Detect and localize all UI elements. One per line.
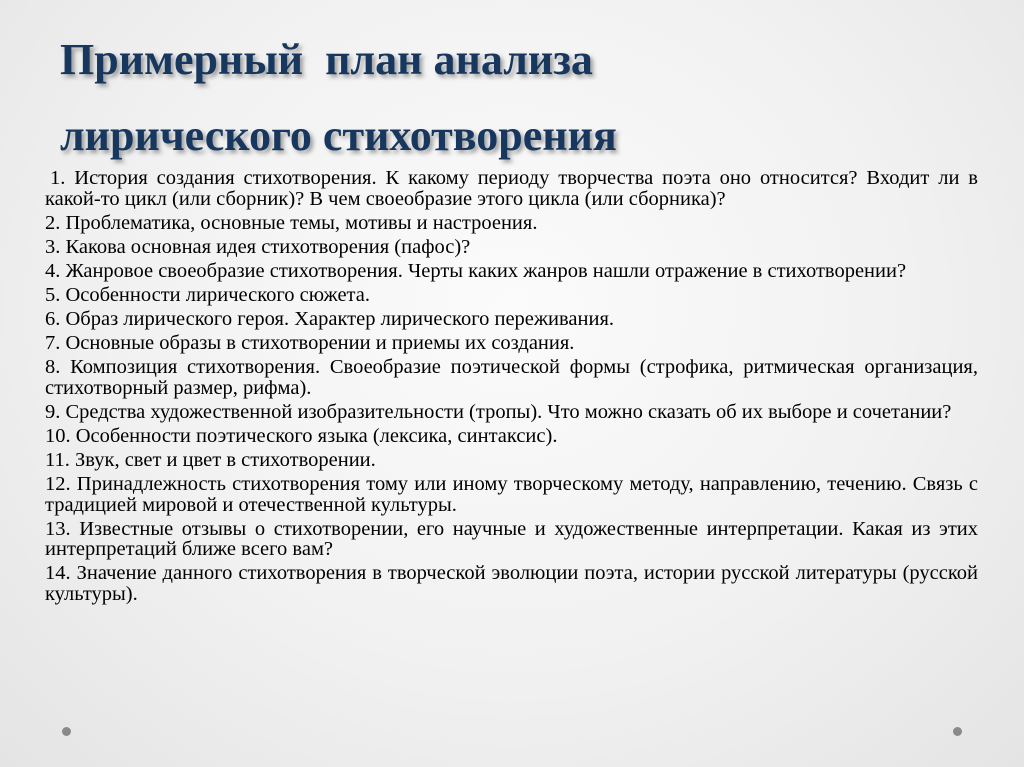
- list-item: 1. История создания стихотворения. К какому периоду творчества поэта оно относится? Входит ли в какой-то цикл (или сборник)? В чем своеобразие этого цикла (или сборника)?: [45, 167, 978, 210]
- list-item: 14. Значение данного стихотворения в творческой эволюции поэта, истории русской литературы (русской культуры).: [45, 562, 978, 605]
- list-item: 4. Жанровое своеобразие стихотворения. Черты каких жанров нашли отражение в стихотворении?: [45, 259, 907, 282]
- left-dot-decoration: [62, 727, 71, 736]
- list-item: 7. Основные образы в стихотворении и приемы их создания.: [45, 332, 575, 355]
- right-dot-decoration: [953, 727, 962, 736]
- list-item: 8. Композиция стихотворения. Своеобразие поэтической формы (строфика, ритмическая организация, стихотворный размер, рифма).: [45, 356, 978, 399]
- title-line-2: лирического стихотворения: [60, 111, 617, 160]
- list-item: 12. Принадлежность стихотворения тому или иному творческому методу, направлению, течению. Связь с традицией мировой и отечественной культуры.: [45, 473, 978, 516]
- list-item: 6. Образ лирического героя. Характер лирического переживания.: [45, 307, 615, 330]
- list-item: 9. Средства художественной изобразительности (тропы). Что можно сказать об их выборе и сочетании?: [45, 400, 952, 423]
- analysis-plan-list: [45, 168, 978, 608]
- slide-title: [60, 22, 960, 174]
- list-item: 13. Известные отзывы о стихотворении, его научные и художественные интерпретации. Какая из этих интерпретаций ближе всего вам?: [45, 517, 978, 561]
- list-item: 5. Особенности лирического сюжета.: [45, 283, 370, 306]
- list-item: 3. Какова основная идея стихотворения (пафос)?: [45, 235, 471, 258]
- list-item: 11. Звук, свет и цвет в стихотворении.: [45, 448, 376, 471]
- list-item: 2. Проблематика, основные темы, мотивы и настроения.: [45, 211, 538, 234]
- title-line-1: Примерный план анализа: [60, 35, 593, 84]
- list-item: 10. Особенности поэтического языка (лексика, синтаксис).: [45, 424, 558, 447]
